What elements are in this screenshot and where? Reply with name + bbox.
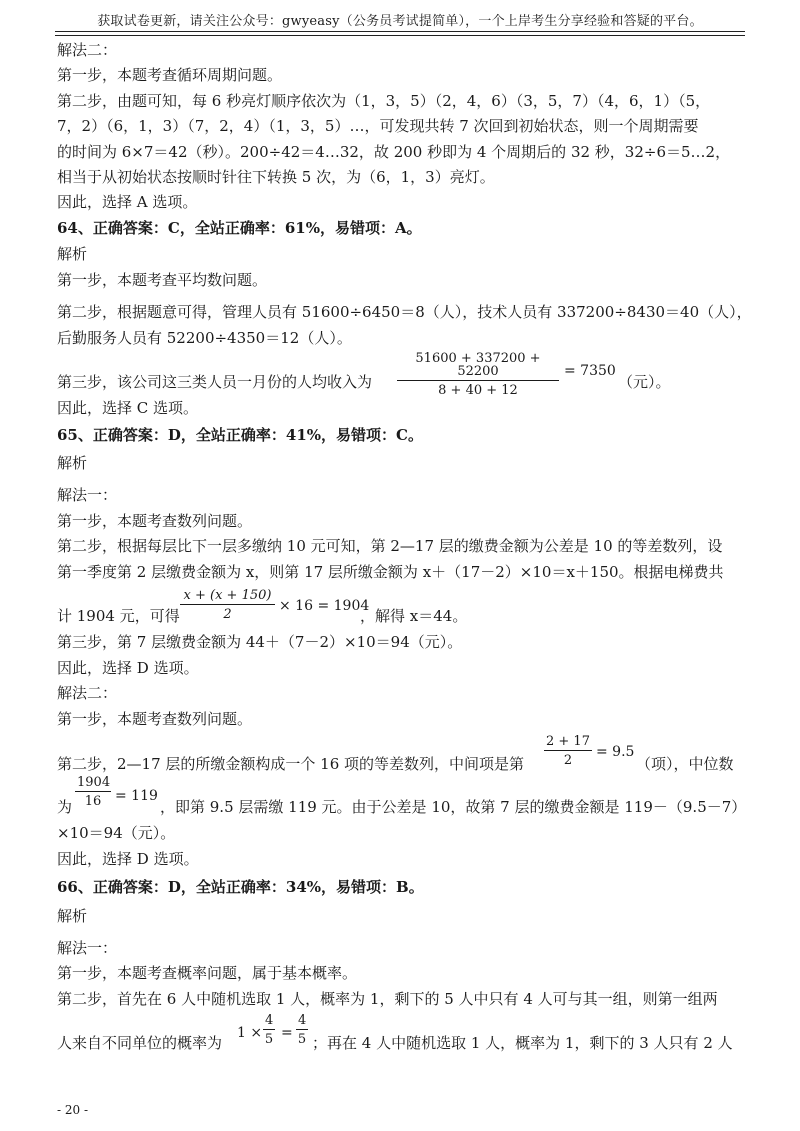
average-income-fraction [397,352,559,397]
middle-term-fraction [544,735,592,767]
fraction-result: = 119 [115,788,158,804]
fraction-denominator: 8 + 40 + 12 [438,383,518,398]
fraction-denominator: 2 [563,753,573,768]
fraction-result: = 9.5 [596,744,635,760]
header-rule-thin [55,35,745,36]
text-line: 第一步，本题考查概率问题，属于基本概率。 [57,964,358,982]
text-line: 第二步，根据每层比下一层多缴纳 10 元可知，第 2—17 层的缴费金额为公差是 10 的等差数列，设 [57,537,723,555]
fraction-denominator: 5 [297,1032,307,1047]
text-line: 计 1904 元，可得 [57,607,180,625]
page-header: 获取试卷更新，请关注公众号：gwyeasy（公务员考试提简单），一个上岸考生分享经验和答疑的平台。 [97,14,703,29]
fraction-numerator: 4 [298,1013,307,1028]
text-line: 因此，选择 A 选项。 [57,193,198,211]
text-line: 第三步，第 7 层缴费金额为 44＋（7－2）×10＝94（元）。 [57,633,463,651]
probability-fraction-result [296,1014,308,1046]
text-line: 相当于从初始状态按顺时针往下转换 5 次，为（6，1，3）亮灯。 [57,168,495,186]
fraction-denominator: 16 [84,794,102,809]
fraction-result: = 7350 [564,363,616,379]
fraction-numerator: 1904 [77,775,111,790]
text-line: 人来自不同单位的概率为 [57,1034,223,1052]
answer-heading-65: 65、正确答案：D，全站正确率：41%，易错项：C。 [57,426,423,444]
fraction-denominator: 5 [264,1032,274,1047]
text-line: ，即第 9.5 层需缴 119 元。由于公差是 10，故第 7 层的缴费金额是 119－（9.5－7） [160,798,747,816]
solve-text: ，解得 x＝44。 [360,607,468,625]
text-line: 第二步，由题可知，每 6 秒亮灯顺序依次为（1，3，5）（2，4，6）（3，5，7）（4，6，1）（5， [57,92,711,110]
analysis-label: 解析 [57,245,88,263]
header-rule-thick [55,31,745,32]
fraction-numerator: x + (x + 150) [183,588,272,603]
text-line: 第一步，本题考查平均数问题。 [57,271,268,289]
equation-tail: × 16 = 1904 [279,598,370,614]
text-line: 为 [57,798,73,816]
text-line: 第三步，该公司这三类人员一月份的人均收入为 [57,373,373,391]
fraction-numerator: 2 + 17 [546,734,590,749]
method-two-heading: 解法二： [57,41,118,59]
fraction-numerator: 51600 + 337200 + 52200 [415,351,541,379]
answer-heading-64: 64、正确答案：C，全站正确率：61%，易错项：A。 [57,219,422,237]
method-one-heading: 解法一： [57,939,118,957]
text-line: 的时间为 6×7＝42（秒）。200÷42＝4…32，故 200 秒即为 4 个周期后的 32 秒，32÷6＝5…2， [57,143,731,161]
text-line: 因此，选择 D 选项。 [57,659,199,677]
text-line: 第二步，首先在 6 人中随机选取 1 人，概率为 1，剩下的 5 人中只有 4 人可与其一组，则第一组两 [57,990,718,1008]
text-line: （项），中位数 [636,755,734,773]
unit-text: （元）。 [618,373,671,391]
fraction-numerator: 4 [265,1013,274,1028]
method-one-heading: 解法一： [57,486,118,504]
text-line: ；再在 4 人中随机选取 1 人，概率为 1，剩下的 3 人只有 2 人 [312,1034,733,1052]
text-line: 后勤服务人员有 52200÷4350＝12（人）。 [57,329,352,347]
text-line: 第二步，2—17 层的所缴金额构成一个 16 项的等差数列，中间项是第 [57,755,525,773]
fraction-denominator: 2 [223,607,232,622]
text-line: 第一步，本题考查数列问题。 [57,512,253,530]
text-line: 第一步，本题考查循环周期问题。 [57,66,283,84]
text-line: 第一步，本题考查数列问题。 [57,710,253,728]
text-line: 因此，选择 D 选项。 [57,850,199,868]
probability-prefix: 1 × [237,1025,263,1041]
method-two-heading: 解法二： [57,684,118,702]
text-line: 第二步，根据题意可得，管理人员有 51600÷6450＝8（人），技术人员有 337200÷8430＝40（人）， [57,303,752,321]
text-line: ×10＝94（元）。 [57,824,176,842]
answer-heading-66: 66、正确答案：D，全站正确率：34%，易错项：B。 [57,878,424,896]
text-line: 第一季度第 2 层缴费金额为 x，则第 17 层所缴金额为 x＋（17－2）×10＝x＋150。根据电梯费共 [57,563,724,581]
equals-sign: = [281,1025,293,1041]
analysis-label: 解析 [57,907,88,925]
page-number: - 20 - [57,1103,89,1117]
fee-equation-fraction [180,589,275,621]
probability-fraction [263,1014,275,1046]
text-line: 7，2）（6，1，3）（7，2，4）（1，3，5）…，可发现共转 7 次回到初始状态，则一个周期需要 [57,117,699,135]
analysis-label: 解析 [57,454,88,472]
text-line: 因此，选择 C 选项。 [57,399,199,417]
median-fraction [75,776,111,808]
